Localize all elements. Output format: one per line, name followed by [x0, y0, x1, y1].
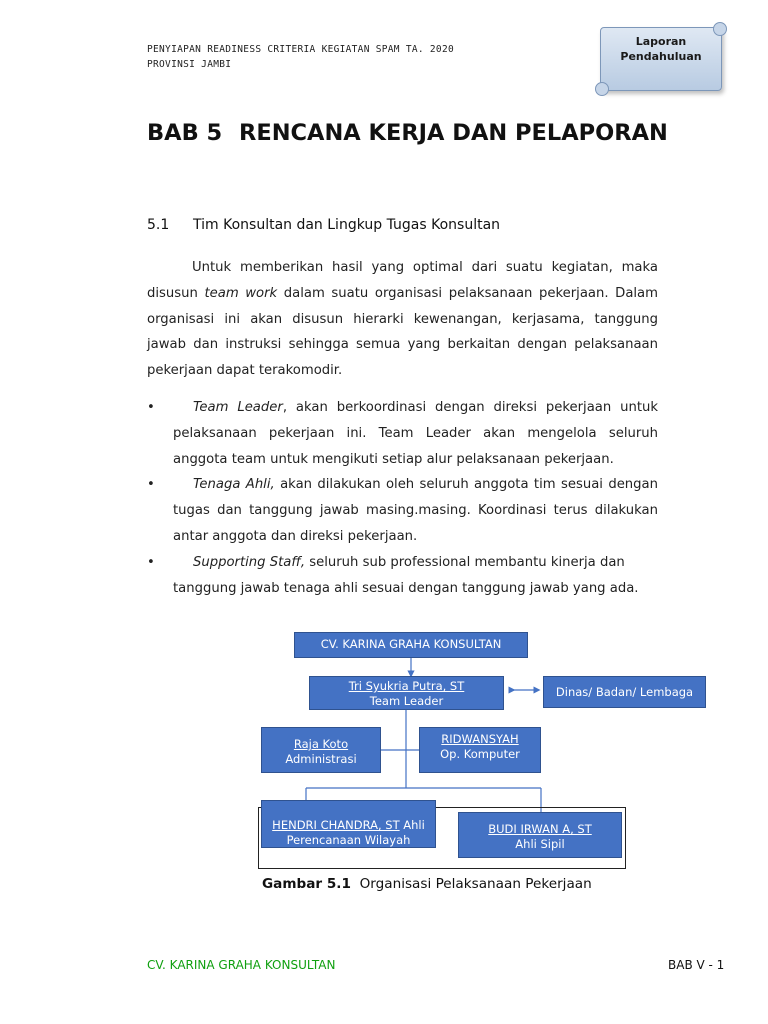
- org-civil-name: BUDI IRWAN A, ST: [488, 822, 592, 836]
- bullet-marker: •: [147, 400, 155, 415]
- intro-text-1: Untuk memberikan hasil yang optimal dari suatu kegiatan, maka disusun: [147, 260, 658, 301]
- org-planner-role-1: Ahli: [399, 818, 425, 832]
- intro-text-2: dalam suatu organisasi pelaksanaan pekerjaan. Dalam organisasi ini akan disusun hierarki kewenangan, kerjasama, tanggung jawab dan instruksi sehingga semua yang berkaitan dengan pelaksanaan pekerjaan dapat terakomodir.: [147, 285, 658, 379]
- bullet-term: Tenaga Ahli,: [193, 477, 275, 493]
- footer-page-number: BAB V - 1: [668, 958, 725, 972]
- org-leader-box: [309, 676, 504, 710]
- badge-line-2: Pendahuluan: [620, 50, 702, 63]
- section-number: 5.1: [147, 217, 170, 233]
- bullet-term: Supporting Staff,: [193, 554, 306, 570]
- org-leader-name: Tri Syukria Putra, ST: [348, 679, 465, 693]
- org-planner-role-2: Perencanaan Wilayah: [286, 833, 411, 847]
- org-planner-box: [261, 800, 436, 848]
- org-computer-role: Op. Komputer: [440, 747, 520, 761]
- org-civil-box: [458, 812, 622, 858]
- org-computer-name: RIDWANSYAH: [441, 732, 519, 746]
- bullet-text: akan dilakukan oleh seluruh anggota tim sesuai dengan tugas dan tanggung jawab masing.masing. Koordinasi terus dilakukan antar anggota dan direksi pekerjaan.: [173, 477, 658, 544]
- bullet-marker: •: [147, 554, 155, 570]
- org-civil-role: Ahli Sipil: [515, 837, 565, 851]
- org-admin-role: Administrasi: [285, 752, 357, 766]
- intro-italic: team work: [204, 285, 278, 301]
- org-leader-role: Team Leader: [369, 694, 444, 708]
- org-planner-name: HENDRI CHANDRA, ST: [272, 818, 400, 832]
- header-province: PROVINSI JAMBI: [147, 59, 232, 70]
- figure-caption: [262, 876, 592, 892]
- bullet-text: seluruh sub professional membantu kinerja dan tanggung jawab tenaga ahli sesuai dengan tanggung jawab yang ada.: [173, 554, 639, 596]
- org-computer-box: [419, 727, 541, 773]
- bullet-marker: •: [147, 477, 155, 493]
- org-agency-name: Dinas/ Badan/ Lembaga: [555, 685, 694, 699]
- bullet-text: , akan berkoordinasi dengan direksi pekerjaan untuk pelaksanaan pekerjaan ini. Team Leader akan mengelola seluruh anggota team untuk mengikuti setiap alur pelaksanaan pekerjaan.: [173, 400, 658, 467]
- figure-label: Gambar 5.1: [262, 876, 351, 892]
- figure-title: Organisasi Pelaksanaan Pekerjaan: [359, 876, 592, 892]
- org-agency-box: [543, 676, 706, 708]
- org-company-name: CV. KARINA GRAHA KONSULTAN: [320, 637, 502, 651]
- header-project-title: PENYIAPAN READINESS CRITERIA KEGIATAN SPAM TA. 2020: [147, 44, 454, 55]
- bullet-term: Team Leader: [193, 400, 283, 415]
- chapter-title: RENCANA KERJA DAN PELAPORAN: [239, 120, 668, 146]
- badge-line-1: Laporan: [635, 35, 687, 48]
- org-company-box: [294, 632, 528, 658]
- section-title: Tim Konsultan dan Lingkup Tugas Konsultan: [193, 217, 501, 233]
- footer-company: CV. KARINA GRAHA KONSULTAN: [147, 958, 336, 972]
- org-admin-box: [261, 727, 381, 773]
- org-admin-name: Raja Koto: [293, 737, 349, 751]
- chapter-number: BAB 5: [147, 120, 223, 146]
